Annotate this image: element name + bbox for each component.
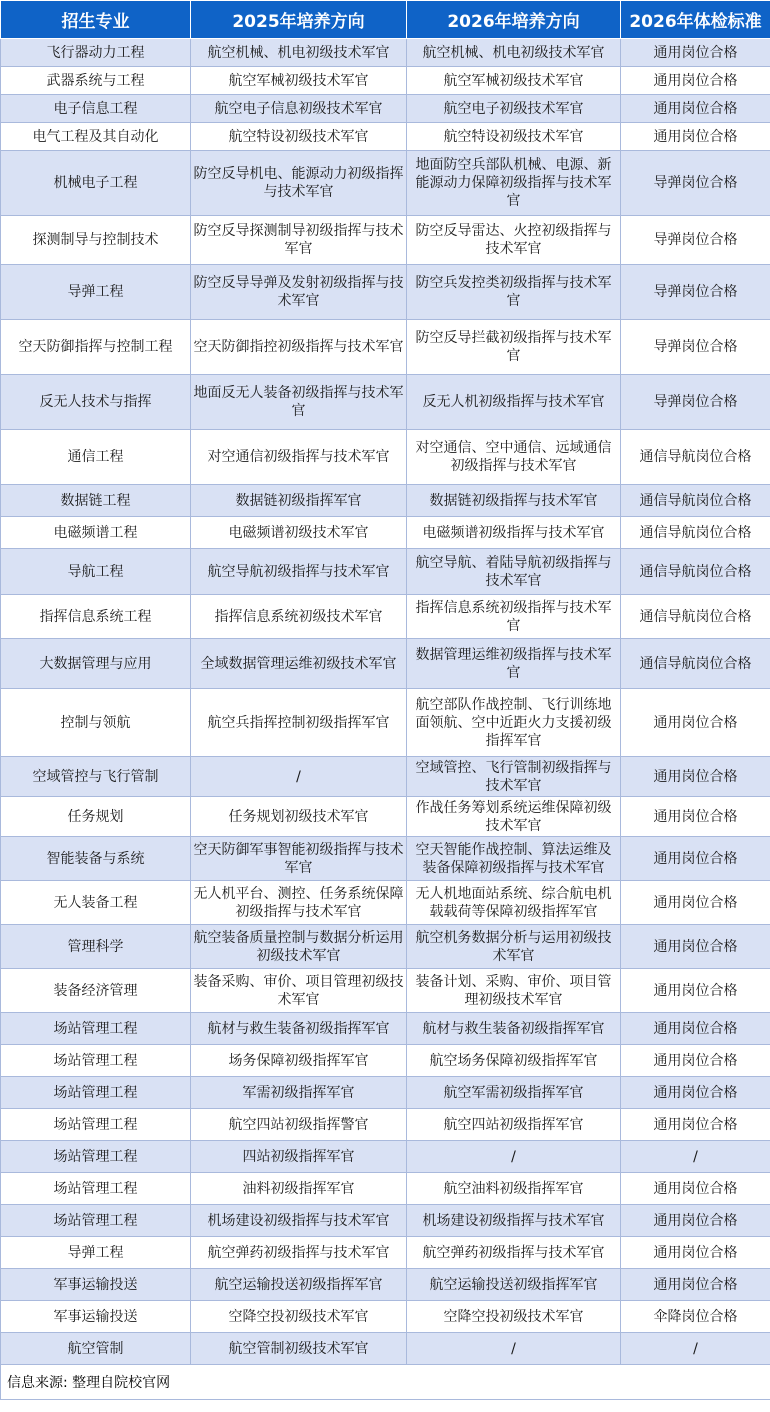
cell-exam-standard: 通用岗位合格 — [621, 881, 770, 925]
cell-major: 电子信息工程 — [1, 95, 191, 123]
cell-direction-2025: 航空管制初级技术军官 — [191, 1333, 407, 1365]
cell-direction-2026: 航空军械初级技术军官 — [407, 67, 621, 95]
cell-direction-2026: / — [407, 1141, 621, 1173]
cell-exam-standard: 通用岗位合格 — [621, 1269, 770, 1301]
table-row — [1, 1333, 770, 1365]
cell-direction-2025: 航空运输投送初级指挥军官 — [191, 1269, 407, 1301]
cell-direction-2025: 对空通信初级指挥与技术军官 — [191, 430, 407, 485]
cell-direction-2026: 航空弹药初级指挥与技术军官 — [407, 1237, 621, 1269]
cell-exam-standard: 通信导航岗位合格 — [621, 549, 770, 595]
table-row — [1, 320, 770, 375]
table-row — [1, 1141, 770, 1173]
cell-direction-2026: 航空运输投送初级指挥军官 — [407, 1269, 621, 1301]
cell-direction-2025: 军需初级指挥军官 — [191, 1077, 407, 1109]
cell-major: 数据链工程 — [1, 485, 191, 517]
cell-major: 通信工程 — [1, 430, 191, 485]
cell-exam-standard: / — [621, 1141, 770, 1173]
cell-direction-2026: 指挥信息系统初级指挥与技术军官 — [407, 595, 621, 639]
cell-direction-2026: 无人机地面站系统、综合航电机载载荷等保障初级指挥军官 — [407, 881, 621, 925]
cell-direction-2025: 无人机平台、测控、任务系统保障初级指挥与技术军官 — [191, 881, 407, 925]
table-row — [1, 969, 770, 1013]
cell-major: 武器系统与工程 — [1, 67, 191, 95]
header-direction-2025: 2025年培养方向 — [191, 1, 407, 39]
header-direction-2026: 2026年培养方向 — [407, 1, 621, 39]
cell-direction-2026: 空天智能作战控制、算法运维及装备保障初级指挥与技术军官 — [407, 837, 621, 881]
cell-direction-2026: / — [407, 1333, 621, 1365]
cell-major: 场站管理工程 — [1, 1141, 191, 1173]
cell-exam-standard: 导弹岗位合格 — [621, 151, 770, 216]
cell-direction-2026: 防空反导拦截初级指挥与技术军官 — [407, 320, 621, 375]
cell-direction-2026: 装备计划、采购、审价、项目管理初级技术军官 — [407, 969, 621, 1013]
cell-major: 智能装备与系统 — [1, 837, 191, 881]
table-row — [1, 1045, 770, 1077]
cell-direction-2025: 航空兵指挥控制初级指挥军官 — [191, 689, 407, 757]
cell-major: 电气工程及其自动化 — [1, 123, 191, 151]
cell-exam-standard: 通用岗位合格 — [621, 969, 770, 1013]
table-row — [1, 837, 770, 881]
cell-direction-2025: 地面反无人装备初级指挥与技术军官 — [191, 375, 407, 430]
cell-direction-2025: 空天防御军事智能初级指挥与技术军官 — [191, 837, 407, 881]
cell-major: 装备经济管理 — [1, 969, 191, 1013]
cell-direction-2026: 空域管控、飞行管制初级指挥与技术军官 — [407, 757, 621, 797]
cell-major: 场站管理工程 — [1, 1109, 191, 1141]
cell-exam-standard: 通用岗位合格 — [621, 837, 770, 881]
table-row — [1, 689, 770, 757]
cell-exam-standard: 导弹岗位合格 — [621, 265, 770, 320]
cell-exam-standard: 通用岗位合格 — [621, 1205, 770, 1237]
cell-direction-2025: 指挥信息系统初级技术军官 — [191, 595, 407, 639]
table-row — [1, 375, 770, 430]
cell-direction-2025: 空天防御指控初级指挥与技术军官 — [191, 320, 407, 375]
cell-major: 航空管制 — [1, 1333, 191, 1365]
header-exam-standard: 2026年体检标准 — [621, 1, 770, 39]
cell-direction-2025: 航空弹药初级指挥与技术军官 — [191, 1237, 407, 1269]
cell-direction-2025: 场务保障初级指挥军官 — [191, 1045, 407, 1077]
cell-direction-2026: 对空通信、空中通信、远域通信初级指挥与技术军官 — [407, 430, 621, 485]
cell-direction-2026: 防空反导雷达、火控初级指挥与技术军官 — [407, 216, 621, 265]
cell-direction-2026: 航空机械、机电初级技术军官 — [407, 39, 621, 67]
cell-direction-2026: 航材与救生装备初级指挥军官 — [407, 1013, 621, 1045]
cell-direction-2026: 航空电子初级技术军官 — [407, 95, 621, 123]
cell-major: 反无人技术与指挥 — [1, 375, 191, 430]
cell-major: 空天防御指挥与控制工程 — [1, 320, 191, 375]
cell-exam-standard: 通信导航岗位合格 — [621, 639, 770, 689]
table-row — [1, 123, 770, 151]
cell-exam-standard: 通用岗位合格 — [621, 1077, 770, 1109]
cell-major: 大数据管理与应用 — [1, 639, 191, 689]
cell-major: 任务规划 — [1, 797, 191, 837]
cell-major: 场站管理工程 — [1, 1077, 191, 1109]
cell-direction-2026: 航空导航、着陆导航初级指挥与技术军官 — [407, 549, 621, 595]
table-row — [1, 1269, 770, 1301]
cell-exam-standard: 通用岗位合格 — [621, 39, 770, 67]
cell-major: 导弹工程 — [1, 1237, 191, 1269]
cell-direction-2026: 电磁频谱初级指挥与技术军官 — [407, 517, 621, 549]
table-row — [1, 757, 770, 797]
cell-direction-2025: 航材与救生装备初级指挥军官 — [191, 1013, 407, 1045]
cell-exam-standard: 导弹岗位合格 — [621, 375, 770, 430]
cell-major: 飞行器动力工程 — [1, 39, 191, 67]
table-row — [1, 430, 770, 485]
cell-direction-2025: 全域数据管理运维初级技术军官 — [191, 639, 407, 689]
table-row — [1, 1013, 770, 1045]
cell-direction-2025: 空降空投初级技术军官 — [191, 1301, 407, 1333]
table-row — [1, 639, 770, 689]
table-row — [1, 595, 770, 639]
cell-exam-standard: 通用岗位合格 — [621, 1045, 770, 1077]
cell-direction-2026: 航空四站初级指挥军官 — [407, 1109, 621, 1141]
cell-major: 控制与领航 — [1, 689, 191, 757]
cell-direction-2026: 机场建设初级指挥与技术军官 — [407, 1205, 621, 1237]
cell-direction-2026: 地面防空兵部队机械、电源、新能源动力保障初级指挥与技术军官 — [407, 151, 621, 216]
cell-direction-2026: 航空场务保障初级指挥军官 — [407, 1045, 621, 1077]
cell-major: 机械电子工程 — [1, 151, 191, 216]
cell-direction-2026: 数据管理运维初级指挥与技术军官 — [407, 639, 621, 689]
cell-major: 场站管理工程 — [1, 1205, 191, 1237]
table-row — [1, 1109, 770, 1141]
cell-direction-2026: 防空兵发控类初级指挥与技术军官 — [407, 265, 621, 320]
cell-exam-standard: 导弹岗位合格 — [621, 320, 770, 375]
table-row — [1, 485, 770, 517]
cell-direction-2025: 任务规划初级技术军官 — [191, 797, 407, 837]
table-row — [1, 549, 770, 595]
cell-major: 场站管理工程 — [1, 1013, 191, 1045]
cell-direction-2025: 航空军械初级技术军官 — [191, 67, 407, 95]
cell-exam-standard: 通用岗位合格 — [621, 1013, 770, 1045]
cell-direction-2025: 油料初级指挥军官 — [191, 1173, 407, 1205]
cell-direction-2025: 防空反导探测制导初级指挥与技术军官 — [191, 216, 407, 265]
table-row — [1, 265, 770, 320]
table-row — [1, 39, 770, 67]
cell-direction-2026: 航空特设初级技术军官 — [407, 123, 621, 151]
table-row — [1, 881, 770, 925]
table-row — [1, 1205, 770, 1237]
cell-direction-2025: 航空导航初级指挥与技术军官 — [191, 549, 407, 595]
cell-direction-2025: 装备采购、审价、项目管理初级技术军官 — [191, 969, 407, 1013]
table-row — [1, 1301, 770, 1333]
cell-major: 无人装备工程 — [1, 881, 191, 925]
cell-major: 指挥信息系统工程 — [1, 595, 191, 639]
cell-exam-standard: 通用岗位合格 — [621, 1173, 770, 1205]
cell-exam-standard: 通用岗位合格 — [621, 123, 770, 151]
cell-major: 探测制导与控制技术 — [1, 216, 191, 265]
cell-exam-standard: 伞降岗位合格 — [621, 1301, 770, 1333]
table-row — [1, 925, 770, 969]
cell-exam-standard: 通用岗位合格 — [621, 67, 770, 95]
cell-exam-standard: 通信导航岗位合格 — [621, 430, 770, 485]
cell-direction-2026: 作战任务筹划系统运维保障初级技术军官 — [407, 797, 621, 837]
table-row — [1, 216, 770, 265]
cell-exam-standard: 通用岗位合格 — [621, 95, 770, 123]
cell-exam-standard: 通用岗位合格 — [621, 689, 770, 757]
table-row — [1, 1173, 770, 1205]
cell-direction-2025: / — [191, 757, 407, 797]
cell-direction-2025: 防空反导导弹及发射初级指挥与技术军官 — [191, 265, 407, 320]
table-row — [1, 67, 770, 95]
header-row — [1, 1, 770, 39]
cell-major: 电磁频谱工程 — [1, 517, 191, 549]
cell-exam-standard: 导弹岗位合格 — [621, 216, 770, 265]
cell-direction-2026: 航空部队作战控制、飞行训练地面领航、空中近距火力支援初级指挥军官 — [407, 689, 621, 757]
cell-exam-standard: 通用岗位合格 — [621, 757, 770, 797]
cell-major: 空域管控与飞行管制 — [1, 757, 191, 797]
cell-direction-2025: 航空机械、机电初级技术军官 — [191, 39, 407, 67]
cell-major: 军事运输投送 — [1, 1269, 191, 1301]
cell-exam-standard: 通用岗位合格 — [621, 1109, 770, 1141]
cell-exam-standard: 通信导航岗位合格 — [621, 595, 770, 639]
cell-direction-2025: 防空反导机电、能源动力初级指挥与技术军官 — [191, 151, 407, 216]
cell-direction-2026: 航空油料初级指挥军官 — [407, 1173, 621, 1205]
cell-direction-2025: 航空电子信息初级技术军官 — [191, 95, 407, 123]
cell-major: 导航工程 — [1, 549, 191, 595]
table-row — [1, 151, 770, 216]
table-row — [1, 1077, 770, 1109]
cell-major: 军事运输投送 — [1, 1301, 191, 1333]
cell-exam-standard: 通用岗位合格 — [621, 797, 770, 837]
cell-direction-2025: 航空装备质量控制与数据分析运用初级技术军官 — [191, 925, 407, 969]
table-row — [1, 517, 770, 549]
source-note: 信息来源: 整理自院校官网 — [1, 1365, 770, 1400]
cell-exam-standard: 通信导航岗位合格 — [621, 485, 770, 517]
cell-major: 场站管理工程 — [1, 1173, 191, 1205]
cell-direction-2025: 航空特设初级技术军官 — [191, 123, 407, 151]
cell-exam-standard: 通用岗位合格 — [621, 1237, 770, 1269]
table-row — [1, 1237, 770, 1269]
cell-major: 管理科学 — [1, 925, 191, 969]
cell-exam-standard: / — [621, 1333, 770, 1365]
cell-direction-2026: 航空机务数据分析与运用初级技术军官 — [407, 925, 621, 969]
cell-exam-standard: 通用岗位合格 — [621, 925, 770, 969]
table-row — [1, 797, 770, 837]
cell-direction-2025: 数据链初级指挥军官 — [191, 485, 407, 517]
footer-row — [1, 1365, 770, 1400]
cell-direction-2026: 数据链初级指挥与技术军官 — [407, 485, 621, 517]
cell-direction-2025: 四站初级指挥军官 — [191, 1141, 407, 1173]
table-row — [1, 95, 770, 123]
cell-direction-2025: 航空四站初级指挥警官 — [191, 1109, 407, 1141]
header-major: 招生专业 — [1, 1, 191, 39]
cell-major: 场站管理工程 — [1, 1045, 191, 1077]
cell-direction-2026: 空降空投初级技术军官 — [407, 1301, 621, 1333]
cell-direction-2025: 电磁频谱初级技术军官 — [191, 517, 407, 549]
cell-major: 导弹工程 — [1, 265, 191, 320]
cell-direction-2025: 机场建设初级指挥与技术军官 — [191, 1205, 407, 1237]
cell-direction-2026: 反无人机初级指挥与技术军官 — [407, 375, 621, 430]
cell-direction-2026: 航空军需初级指挥军官 — [407, 1077, 621, 1109]
cell-exam-standard: 通信导航岗位合格 — [621, 517, 770, 549]
